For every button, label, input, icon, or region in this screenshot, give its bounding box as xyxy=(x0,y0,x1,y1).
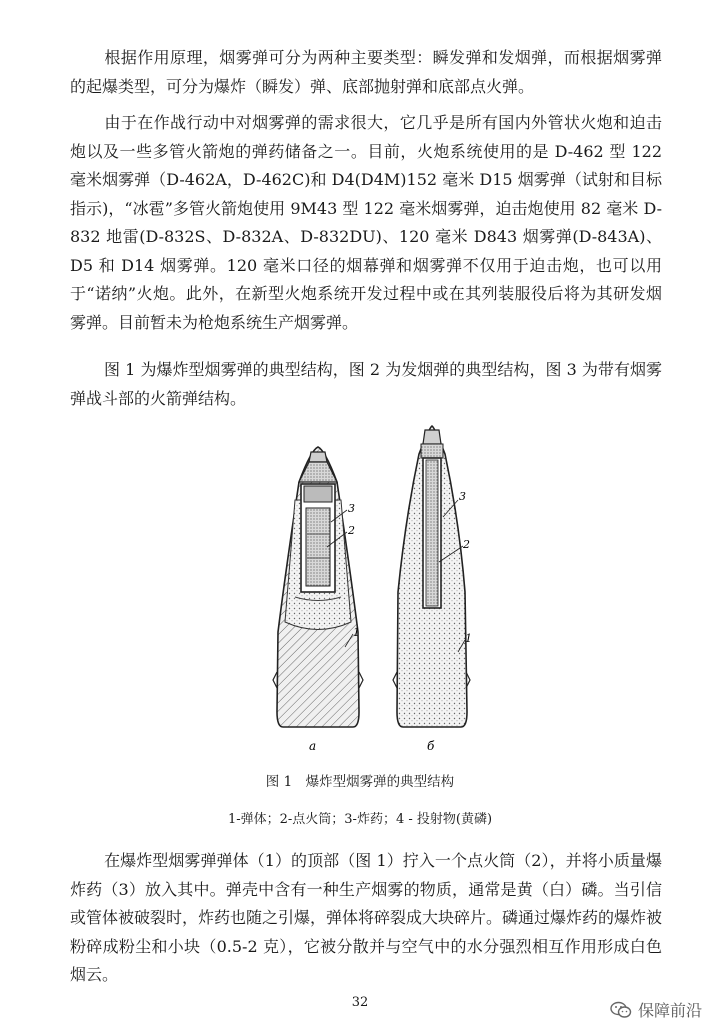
callout-a-1: 1 xyxy=(353,626,360,639)
page-number: 32 xyxy=(351,995,369,1010)
sublabel-b: б xyxy=(427,739,435,753)
paragraph-2 xyxy=(70,109,662,337)
figure-1-shell-drawings xyxy=(253,422,483,762)
paragraph-3 xyxy=(70,356,662,413)
shell-b xyxy=(393,426,472,753)
callout-b-3: 3 xyxy=(459,490,466,503)
figure-legend: 1-弹体；2-点火筒；3-炸药；4 - 投射物(黄磷) xyxy=(227,812,493,827)
callout-b-2: 2 xyxy=(463,538,470,551)
sublabel-a: a xyxy=(309,739,317,753)
paragraph-3-text: 图 1 为爆炸型烟雾弹的典型结构，图 2 为发烟弹的典型结构，图 3 为带有烟雾弹战斗部的火箭弹结构。 xyxy=(70,360,662,408)
shell-a xyxy=(273,447,363,753)
paragraph-1 xyxy=(70,44,662,101)
paragraph-4-text: 在爆炸型烟雾弹弹体（1）的顶部（图 1）拧入一个点火筒（2），并将小质量爆炸药（3）放入其中。弹壳中含有一种生产烟雾的物质，通常是黄（白）磷。当引信或管体被破裂时，炸药也随之引爆，弹体将碎裂成大块碎片。磷通过爆炸药的爆炸被粉碎成粉尘和小块（0.5-2 克），它被分散并与空气中的水分强烈相互作用形成白色烟云。 xyxy=(70,851,663,984)
paragraph-1-text: 根据作用原理，烟雾弹可分为两种主要类型：瞬发弹和发烟弹，而根据烟雾弹的起爆类型，可分为爆炸（瞬发）弹、底部抛射弹和底部点火弹。 xyxy=(70,48,662,96)
callout-a-2: 2 xyxy=(348,524,355,537)
figure-caption: 图 1 爆炸型烟雾弹的典型结构 xyxy=(265,774,455,790)
shell-diagram xyxy=(253,422,483,762)
callout-a-3: 3 xyxy=(348,502,355,515)
watermark xyxy=(610,998,702,1021)
callout-b-1: 1 xyxy=(465,632,472,645)
paragraph-2-text: 由于在作战行动中对烟雾弹的需求很大，它几乎是所有国内外管状火炮和迫击炮以及一些多管火箭炮的弹药储备之一。目前，火炮系统使用的是 D-462 型 122 毫米烟雾弹（D-462A，D-462C)和 D4(D4M)152 毫米 D15 烟雾弹（试射和目标指示)，“冰雹”多管火箭炮使用 9M43 型 122 毫米烟雾弹，迫击炮使用 82 毫米 D-832 地雷(D-832S、D-832A、D-832DU)、120 毫米 D843 烟雾弹(D-843A)、D5 和 D14 烟雾弹。120 毫米口径的烟幕弹和烟雾弹不仅用于迫击炮，也可以用于“诺纳”火炮。此外，在新型火炮系统开发过程中或在其列装服役后将为其研发烟雾弹。目前暂未为枪炮系统生产烟雾弹。 xyxy=(70,113,662,332)
paragraph-4 xyxy=(70,847,662,990)
wechat-icon xyxy=(610,1001,632,1019)
watermark-text: 保障前沿 xyxy=(637,1001,702,1020)
